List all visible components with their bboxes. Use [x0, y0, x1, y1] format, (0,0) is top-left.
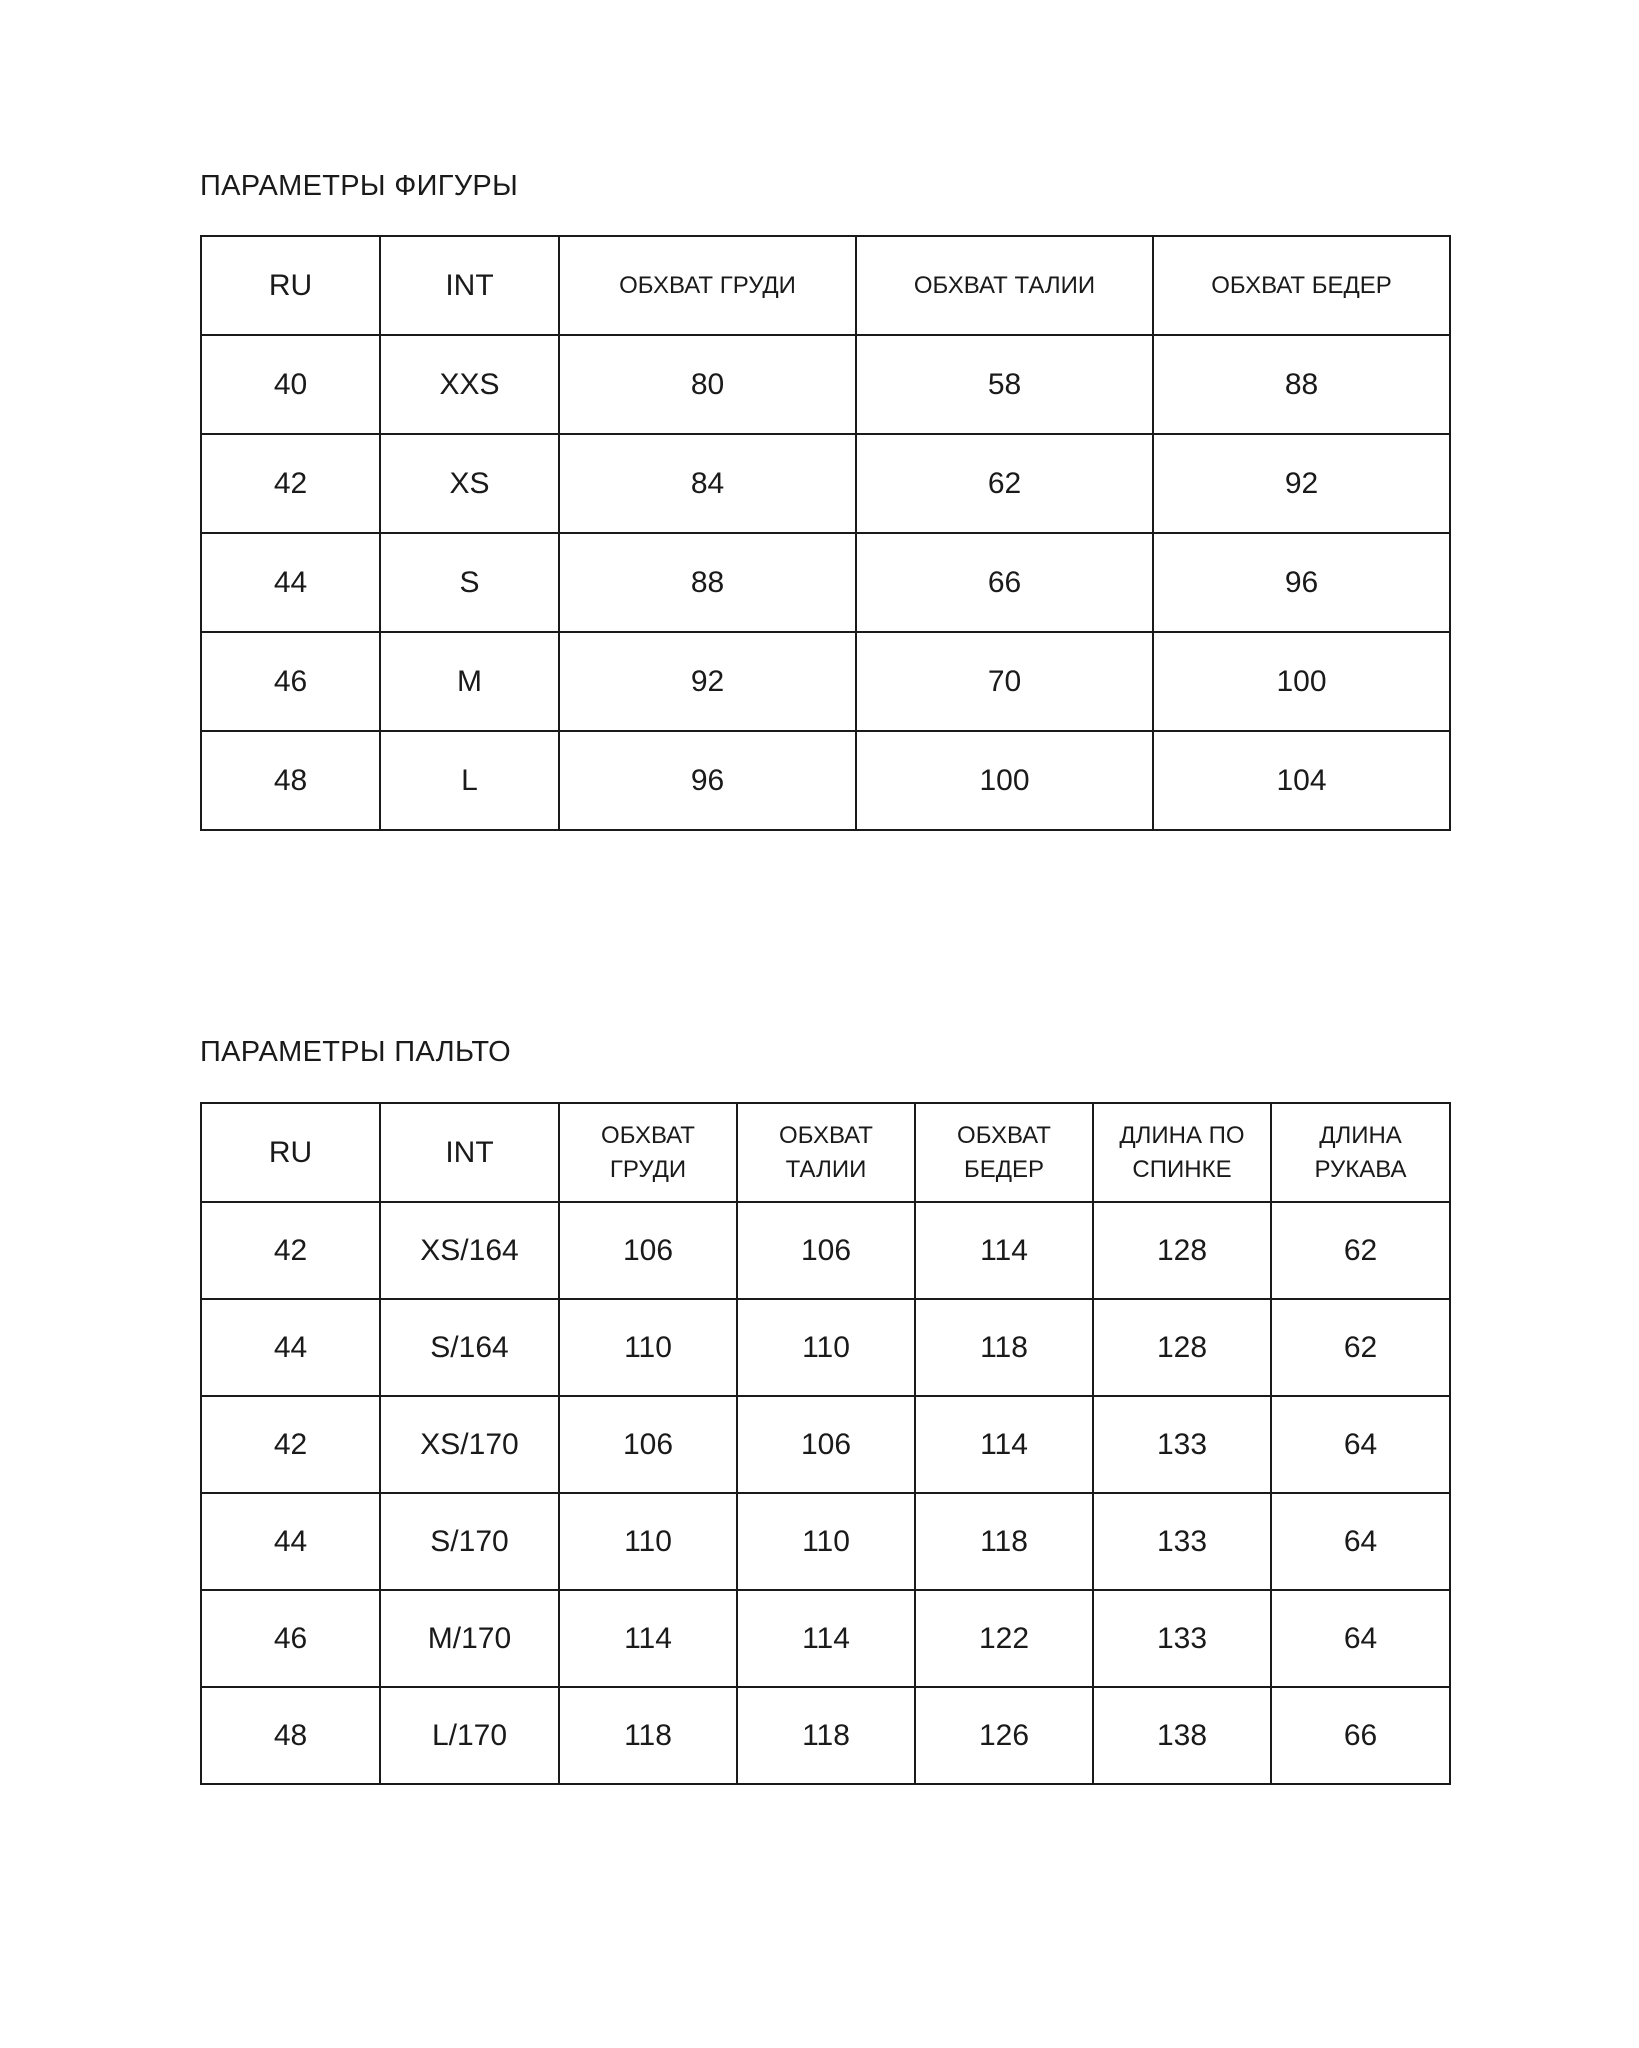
cell-waist: 110	[737, 1299, 915, 1396]
cell-waist: 58	[856, 335, 1153, 434]
cell-int: XXS	[380, 335, 559, 434]
cell-hips: 118	[915, 1299, 1093, 1396]
cell-sleeve-length: 64	[1271, 1396, 1450, 1493]
header-ru	[201, 1103, 380, 1202]
cell-waist: 110	[737, 1493, 915, 1590]
cell-hips: 100	[1153, 632, 1450, 731]
cell-hips: 118	[915, 1493, 1093, 1590]
table-row	[201, 1299, 1450, 1396]
header-ru: RU	[201, 236, 380, 335]
cell-int: M/170	[380, 1590, 559, 1687]
cell-chest: 106	[559, 1202, 737, 1299]
cell-hips: 114	[915, 1396, 1093, 1493]
cell-back-length: 128	[1093, 1202, 1271, 1299]
cell-chest: 84	[559, 434, 856, 533]
header-line: ДЛИНА ПО	[1119, 1121, 1245, 1149]
header-line: ДЛИНА	[1319, 1121, 1402, 1149]
table-row	[201, 1493, 1450, 1590]
table-row	[201, 533, 1450, 632]
header-waist: ОБХВАТ ТАЛИИ	[856, 236, 1153, 335]
header-waist	[737, 1103, 915, 1202]
header-line: RU	[268, 1135, 313, 1169]
header-chest	[559, 1103, 737, 1202]
cell-sleeve-length: 62	[1271, 1299, 1450, 1396]
figure-params-title: ПАРАМЕТРЫ ФИГУРЫ	[200, 170, 519, 202]
cell-ru: 44	[201, 533, 380, 632]
header-hips	[915, 1103, 1093, 1202]
header-sleeve-length	[1271, 1103, 1450, 1202]
cell-back-length: 138	[1093, 1687, 1271, 1784]
coat-size-table	[200, 1102, 1451, 1785]
table-row	[201, 1687, 1450, 1784]
cell-ru: 46	[201, 632, 380, 731]
cell-waist: 62	[856, 434, 1153, 533]
cell-chest: 88	[559, 533, 856, 632]
cell-waist: 114	[737, 1590, 915, 1687]
cell-int: L	[380, 731, 559, 830]
cell-waist: 106	[737, 1396, 915, 1493]
cell-waist: 66	[856, 533, 1153, 632]
table-header-row	[201, 1103, 1450, 1202]
header-line: ОБХВАТ	[957, 1121, 1051, 1149]
cell-chest: 80	[559, 335, 856, 434]
cell-int: S	[380, 533, 559, 632]
table-row	[201, 1202, 1450, 1299]
header-line: ОБХВАТ	[601, 1121, 695, 1149]
cell-waist: 70	[856, 632, 1153, 731]
cell-hips: 104	[1153, 731, 1450, 830]
cell-chest: 114	[559, 1590, 737, 1687]
cell-sleeve-length: 62	[1271, 1202, 1450, 1299]
cell-waist: 100	[856, 731, 1153, 830]
cell-ru: 42	[201, 1202, 380, 1299]
header-hips: ОБХВАТ БЕДЕР	[1153, 236, 1450, 335]
cell-chest: 110	[559, 1299, 737, 1396]
cell-sleeve-length: 64	[1271, 1590, 1450, 1687]
cell-chest: 96	[559, 731, 856, 830]
header-int	[380, 1103, 559, 1202]
cell-back-length: 133	[1093, 1493, 1271, 1590]
cell-chest: 92	[559, 632, 856, 731]
cell-int: S/164	[380, 1299, 559, 1396]
cell-int: XS	[380, 434, 559, 533]
cell-ru: 48	[201, 731, 380, 830]
cell-hips: 92	[1153, 434, 1450, 533]
header-line: БЕДЕР	[963, 1155, 1045, 1183]
cell-ru: 44	[201, 1493, 380, 1590]
table-row	[201, 1590, 1450, 1687]
header-chest: ОБХВАТ ГРУДИ	[559, 236, 856, 335]
cell-int: S/170	[380, 1493, 559, 1590]
header-back-length	[1093, 1103, 1271, 1202]
table-row	[201, 335, 1450, 434]
cell-int: XS/170	[380, 1396, 559, 1493]
cell-waist: 118	[737, 1687, 915, 1784]
table-row	[201, 434, 1450, 533]
table-row	[201, 632, 1450, 731]
cell-hips: 122	[915, 1590, 1093, 1687]
header-line: РУКАВА	[1314, 1155, 1407, 1183]
header-line: ГРУДИ	[609, 1155, 687, 1183]
cell-waist: 106	[737, 1202, 915, 1299]
cell-ru: 42	[201, 434, 380, 533]
cell-back-length: 133	[1093, 1590, 1271, 1687]
cell-int: XS/164	[380, 1202, 559, 1299]
cell-ru: 42	[201, 1396, 380, 1493]
header-line: СПИНКЕ	[1132, 1155, 1232, 1183]
table-row	[201, 731, 1450, 830]
table-header-row	[201, 236, 1450, 335]
cell-ru: 40	[201, 335, 380, 434]
header-line: INT	[445, 1135, 494, 1169]
cell-ru: 48	[201, 1687, 380, 1784]
cell-sleeve-length: 64	[1271, 1493, 1450, 1590]
table-row	[201, 1396, 1450, 1493]
cell-hips: 126	[915, 1687, 1093, 1784]
header-line: ОБХВАТ	[779, 1121, 873, 1149]
coat-params-title: ПАРАМЕТРЫ ПАЛЬТО	[200, 1036, 511, 1068]
cell-back-length: 133	[1093, 1396, 1271, 1493]
cell-ru: 44	[201, 1299, 380, 1396]
cell-int: M	[380, 632, 559, 731]
cell-hips: 96	[1153, 533, 1450, 632]
cell-chest: 110	[559, 1493, 737, 1590]
cell-chest: 118	[559, 1687, 737, 1784]
cell-chest: 106	[559, 1396, 737, 1493]
figure-size-table	[200, 235, 1451, 831]
cell-int: L/170	[380, 1687, 559, 1784]
header-int: INT	[380, 236, 559, 335]
cell-ru: 46	[201, 1590, 380, 1687]
cell-sleeve-length: 66	[1271, 1687, 1450, 1784]
cell-hips: 114	[915, 1202, 1093, 1299]
header-line: ТАЛИИ	[785, 1155, 867, 1183]
cell-back-length: 128	[1093, 1299, 1271, 1396]
cell-hips: 88	[1153, 335, 1450, 434]
